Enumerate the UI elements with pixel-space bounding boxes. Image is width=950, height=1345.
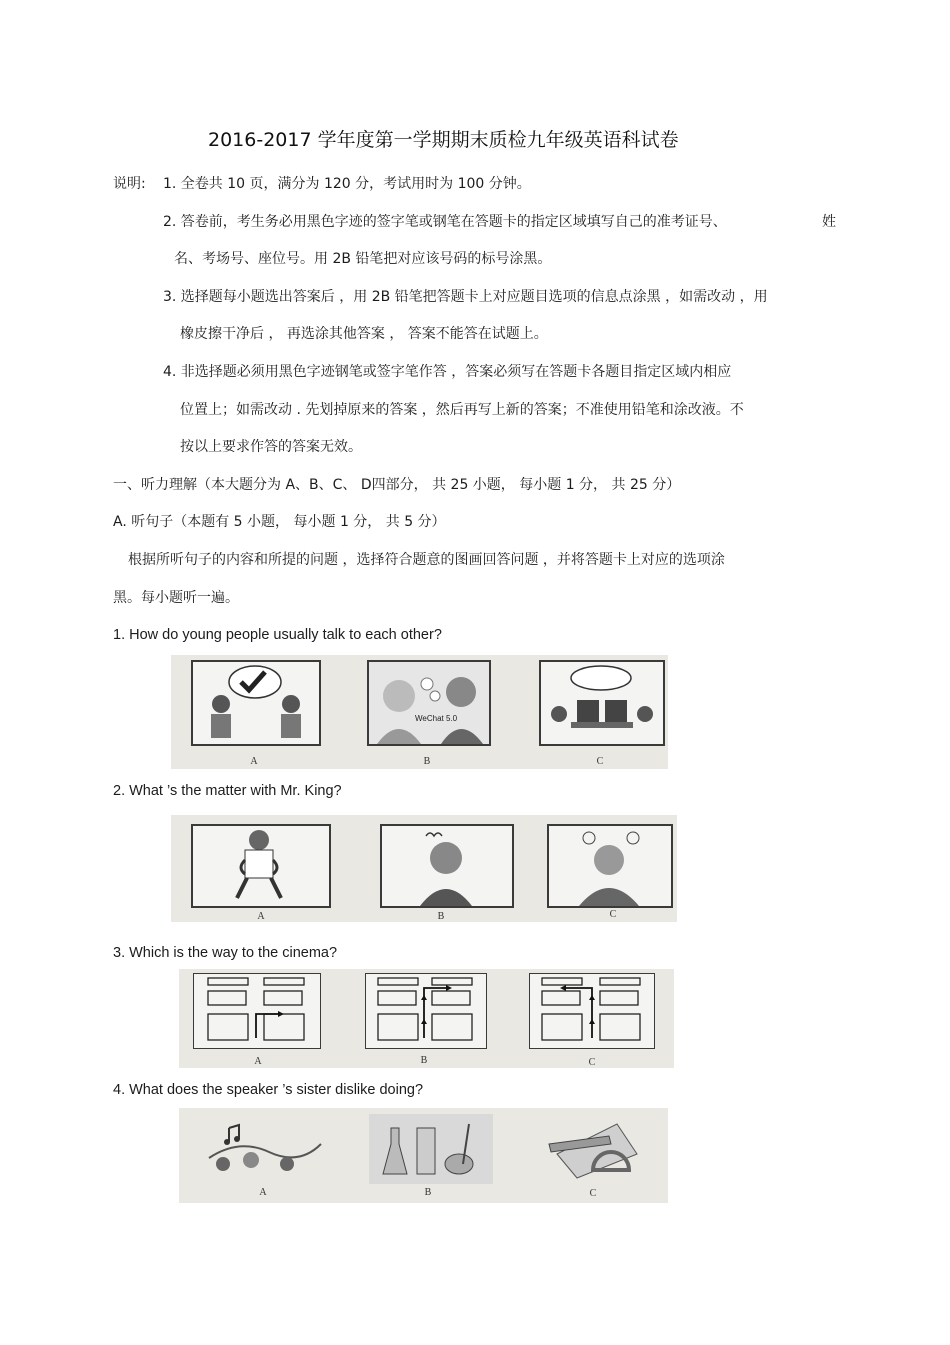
notes-label: 说明: (113, 176, 146, 192)
q4-option-c-label: C (589, 1188, 597, 1199)
q3-option-b-label: B (420, 1055, 428, 1066)
wechat-logo-text: WeChat 5.0 (415, 714, 458, 723)
q3-option-c-map (529, 973, 655, 1049)
note-4-line-3: 按以上要求作答的答案无效。 (180, 439, 362, 455)
q2-option-c-image (547, 824, 673, 908)
q4-option-b-label: B (424, 1187, 432, 1198)
section-heading: 一、听力理解（本大题分为 A、B、C、 D四部分， 共 25 小题， 每小题 1 分， 共 25 分） (113, 477, 681, 493)
question-4-text: 4. What does the speaker ’s sister dislike doing? (113, 1082, 424, 1098)
q1-option-a-image (191, 660, 321, 746)
q2-option-b-image (380, 824, 514, 908)
q4-option-a-image (199, 1114, 327, 1182)
question-3-text: 3. Which is the way to the cinema? (113, 945, 338, 961)
note-4-line-1: 4. 非选择题必须用黑色字迹钢笔或签字笔作答 ，答案必须写在答题卡各题目指定区域内相应 (163, 364, 732, 380)
q2-option-c-label: C (609, 909, 617, 920)
q4-option-a-label: A (259, 1187, 267, 1198)
q4-option-b-image (369, 1114, 493, 1184)
note-1: 1. 全卷共 10 页，满分为 120 分，考试用时为 100 分钟。 (163, 176, 531, 192)
q3-option-a-label: A (254, 1056, 262, 1067)
q1-option-c-image (539, 660, 665, 746)
q2-option-a-label: A (257, 911, 265, 922)
note-3-line-1: 3. 选择题每小题选出答案后 ，用 2B 铅笔把答题卡上对应题目选项的信息点涂黑 ，如需改动 ，用 (163, 289, 768, 305)
q2-option-b-label: B (437, 911, 445, 922)
q1-option-a-label: A (250, 756, 258, 767)
q1-option-c-label: C (596, 756, 604, 767)
question-2-images (171, 815, 677, 922)
note-4-line-2: 位置上；如需改动 . 先划掉原来的答案 ，然后再写上新的答案；不准使用铅笔和涂改液。不 (180, 402, 744, 418)
note-2-line-2: 名、考场号、座位号。用 2B 铅笔把对应该号码的标号涂黑。 (174, 251, 552, 267)
instructions-line-1: 根据所听句子的内容和所提的问题 ，选择符合题意的图画回答问题 ，并将答题卡上对应的选项涂 (128, 552, 725, 568)
q3-option-a-map (193, 973, 321, 1049)
part-a-heading: A. 听句子（本题有 5 小题， 每小题 1 分， 共 5 分） (113, 514, 446, 530)
question-2-text: 2. What ’s the matter with Mr. King? (113, 783, 342, 799)
q3-option-b-map (365, 973, 487, 1049)
question-3-images (179, 969, 674, 1068)
question-4-images (179, 1108, 668, 1203)
q2-option-a-image (191, 824, 331, 908)
note-2-tail: 姓 (822, 214, 836, 230)
question-1-images (171, 655, 668, 769)
question-1-text: 1. How do young people usually talk to each other? (113, 627, 442, 643)
note-2-line-1: 2. 答卷前，考生务必用黑色字迹的签字笔或钢笔在答题卡的指定区域填写自己的准考证号、 (163, 214, 727, 230)
q3-option-c-label: C (588, 1057, 596, 1068)
instructions-line-2: 黑。每小题听一遍。 (113, 590, 239, 606)
page-title: 2016-2017 学年度第一学期期末质检九年级英语科试卷 (208, 129, 679, 151)
note-3-line-2: 橡皮擦干净后 ， 再选涂其他答案 ， 答案不能答在试题上。 (180, 326, 548, 342)
q4-option-c-image (533, 1114, 657, 1182)
q1-option-b-label: B (423, 756, 431, 767)
q1-option-b-image (367, 660, 491, 746)
